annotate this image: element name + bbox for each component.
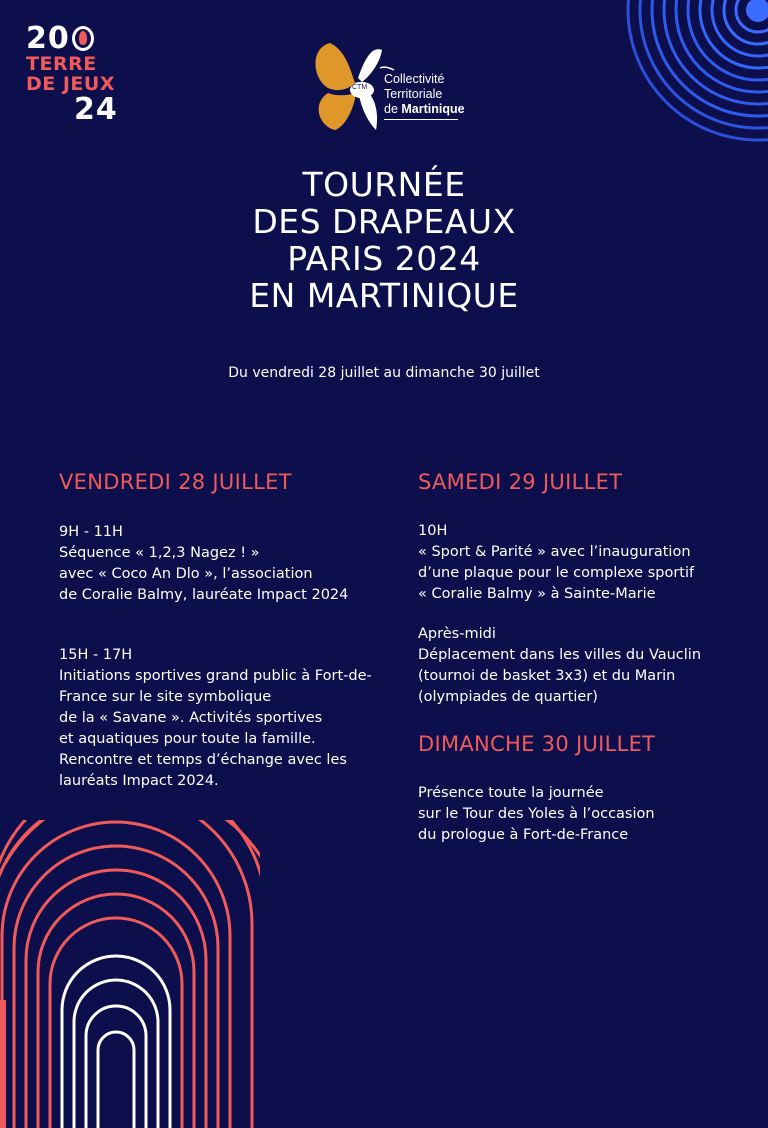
event-time: 9H - 11H bbox=[59, 524, 123, 540]
event-line: « Coralie Balmy » à Sainte-Marie bbox=[418, 586, 656, 602]
event-line: d’une plaque pour le complexe sportif bbox=[418, 565, 695, 581]
event-line: Initiations sportives grand public à Fort-de- bbox=[59, 668, 372, 684]
red-arch-lines-decoration bbox=[0, 820, 260, 1128]
event-friday-afternoon bbox=[59, 645, 399, 792]
event-sunday bbox=[418, 783, 738, 846]
event-line: (olympiades de quartier) bbox=[418, 689, 598, 705]
logo-number-bottom: 24 bbox=[74, 92, 118, 127]
event-time: Après-midi bbox=[418, 626, 496, 642]
event-line: France sur le site symbolique bbox=[59, 689, 272, 705]
friday-column bbox=[59, 470, 399, 792]
ctm-underline bbox=[384, 119, 458, 120]
event-line: du prologue à Fort-de-France bbox=[418, 827, 629, 843]
title-line-4: EN MARTINIQUE bbox=[249, 276, 519, 315]
blue-concentric-circles-decoration bbox=[600, 0, 768, 150]
date-range-subtitle: Du vendredi 28 juillet au dimanche 30 juillet bbox=[228, 365, 540, 381]
ctm-badge: CTM bbox=[352, 84, 368, 91]
event-line: sur le Tour des Yoles à l’occasion bbox=[418, 806, 655, 822]
event-line: et aquatiques pour toute la famille. bbox=[59, 731, 316, 747]
terre-de-jeux-logo bbox=[26, 21, 118, 127]
event-line: (tournoi de basket 3x3) et du Marin bbox=[418, 668, 676, 684]
event-line: Déplacement dans les villes du Vauclin bbox=[418, 647, 702, 663]
logo-number-top-text: 20 bbox=[26, 21, 70, 56]
ctm-line-3-bold: Martinique bbox=[401, 102, 465, 116]
weekend-column bbox=[418, 470, 738, 846]
event-line: lauréats Impact 2024. bbox=[59, 773, 219, 789]
event-time: 15H - 17H bbox=[59, 647, 133, 663]
logo-number-top bbox=[26, 21, 116, 56]
logo-line-de-jeux: DE JEUX bbox=[26, 73, 115, 95]
title-line-1: TOURNÉE bbox=[302, 165, 466, 204]
ctm-logo-text bbox=[384, 72, 465, 117]
event-saturday-morning bbox=[418, 521, 738, 605]
ctm-line-3-prefix: de bbox=[384, 102, 398, 116]
event-line: Rencontre et temps d’échange avec les bbox=[59, 752, 347, 768]
event-saturday-afternoon bbox=[418, 624, 738, 708]
event-friday-morning bbox=[59, 522, 399, 606]
day-heading-sunday: DIMANCHE 30 JUILLET bbox=[418, 732, 656, 756]
event-line: Séquence « 1,2,3 Nagez ! » bbox=[59, 545, 260, 561]
title-line-2: DES DRAPEAUX bbox=[252, 202, 516, 241]
page-title bbox=[0, 166, 768, 314]
logo-line-terre: TERRE bbox=[26, 53, 97, 75]
day-heading-saturday: SAMEDI 29 JUILLET bbox=[418, 470, 623, 494]
event-line: avec « Coco An Dlo », l’association bbox=[59, 566, 313, 582]
event-line: Présence toute la journée bbox=[418, 785, 604, 801]
ctm-line-1: Collectivité bbox=[384, 72, 445, 86]
event-time: 10H bbox=[418, 523, 448, 539]
ctm-line-3 bbox=[384, 102, 465, 117]
event-line: de Coralie Balmy, lauréate Impact 2024 bbox=[59, 587, 349, 603]
title-line-3: PARIS 2024 bbox=[287, 239, 481, 278]
ctm-line-2: Territoriale bbox=[384, 87, 443, 101]
olympic-flame-icon bbox=[72, 26, 94, 51]
event-line: de la « Savane ». Activités sportives bbox=[59, 710, 323, 726]
day-heading-friday: VENDREDI 28 JUILLET bbox=[59, 470, 292, 494]
event-line: « Sport & Parité » avec l’inauguration bbox=[418, 544, 691, 560]
